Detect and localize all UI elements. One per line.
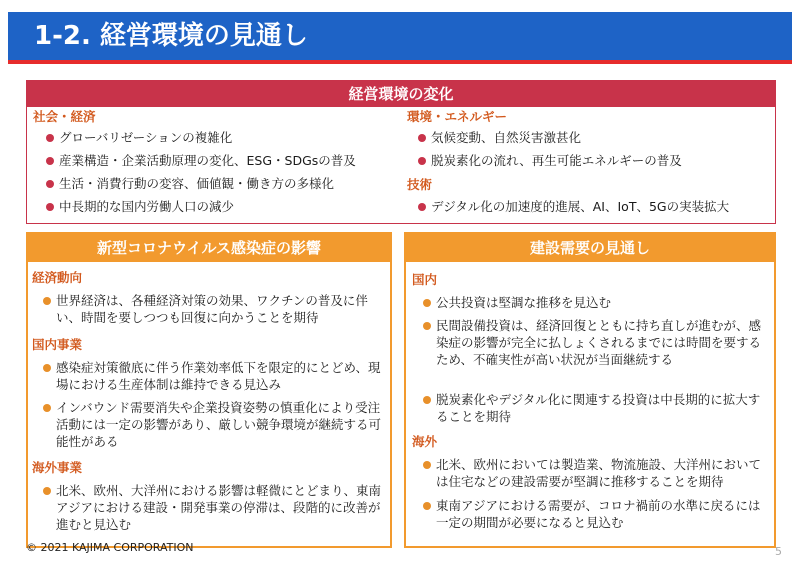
title-bar — [8, 12, 792, 64]
technology-heading: 技術 — [407, 177, 433, 192]
list-item: 民間設備投資は、経済回復とともに持ち直しが進むが、感染症の影響が完全に払しょくされるまでには時間を要するため、不確実性が高い状況が当面継続する — [422, 317, 768, 368]
list-item: 北米、欧州、大洋州における影響は軽微にとどまり、東南アジアにおける建設・開発事業の停滞は、段階的に改善が進むと見込む — [42, 482, 384, 533]
society-economy-heading: 社会・経済 — [33, 109, 96, 124]
copyright-notice: © 2021 KAJIMA CORPORATION — [26, 541, 194, 554]
list-item: 東南アジアにおける需要が、コロナ禍前の水準に戻るには一定の期間が必要になると見込む — [422, 497, 768, 531]
covid-impact-panel — [26, 232, 392, 548]
economy-trend-heading: 経済動向 — [32, 270, 83, 285]
environment-change-header: 経営環境の変化 — [27, 81, 775, 107]
list-item: 北米、欧州においては製造業、物流施設、大洋州においては住宅などの建設需要が堅調に推移することを期待 — [422, 456, 768, 490]
list-item: 世界経済は、各種経済対策の効果、ワクチンの普及に伴い、時間を要しつつも回復に向かうことを期待 — [42, 292, 384, 326]
domestic-business-heading: 国内事業 — [32, 337, 83, 352]
overseas-business-heading: 海外事業 — [32, 460, 83, 475]
list-item: グローバリゼーションの複雑化 — [45, 129, 405, 146]
list-item: 公共投資は堅調な推移を見込む — [422, 294, 768, 311]
construction-demand-header: 建設需要の見通し — [406, 234, 774, 262]
list-item: インバウンド需要消失や企業投資姿勢の慎重化により受注活動には一定の影響があり、厳しい競争環境が継続する可能性がある — [42, 399, 384, 450]
list-item: 中長期的な国内労働人口の減少 — [45, 198, 405, 215]
list-item: 感染症対策徹底に伴う作業効率低下を限定的にとどめ、現場における生産体制は維持できる見込み — [42, 359, 384, 393]
list-item: 産業構造・企業活動原理の変化、ESG・SDGsの普及 — [45, 152, 405, 169]
list-item: 脱炭素化やデジタル化に関連する投資は中長期的に拡大することを期待 — [422, 391, 768, 425]
page-number: 5 — [775, 545, 782, 558]
page-title: 1-2. 経営環境の見通し — [34, 21, 308, 51]
construction-demand-panel — [404, 232, 776, 548]
list-item: デジタル化の加速度的進展、AI、IoT、5Gの実装拡大 — [417, 198, 773, 215]
list-item: 生活・消費行動の変容、価値観・働き方の多様化 — [45, 175, 405, 192]
domestic-heading: 国内 — [412, 272, 438, 287]
covid-impact-header: 新型コロナウイルス感染症の影響 — [28, 234, 390, 262]
environment-change-panel — [26, 80, 776, 224]
list-item: 気候変動、自然災害激甚化 — [417, 129, 773, 146]
overseas-heading: 海外 — [412, 434, 438, 449]
list-item: 脱炭素化の流れ、再生可能エネルギーの普及 — [417, 152, 773, 169]
environment-energy-heading: 環境・エネルギー — [407, 109, 508, 124]
